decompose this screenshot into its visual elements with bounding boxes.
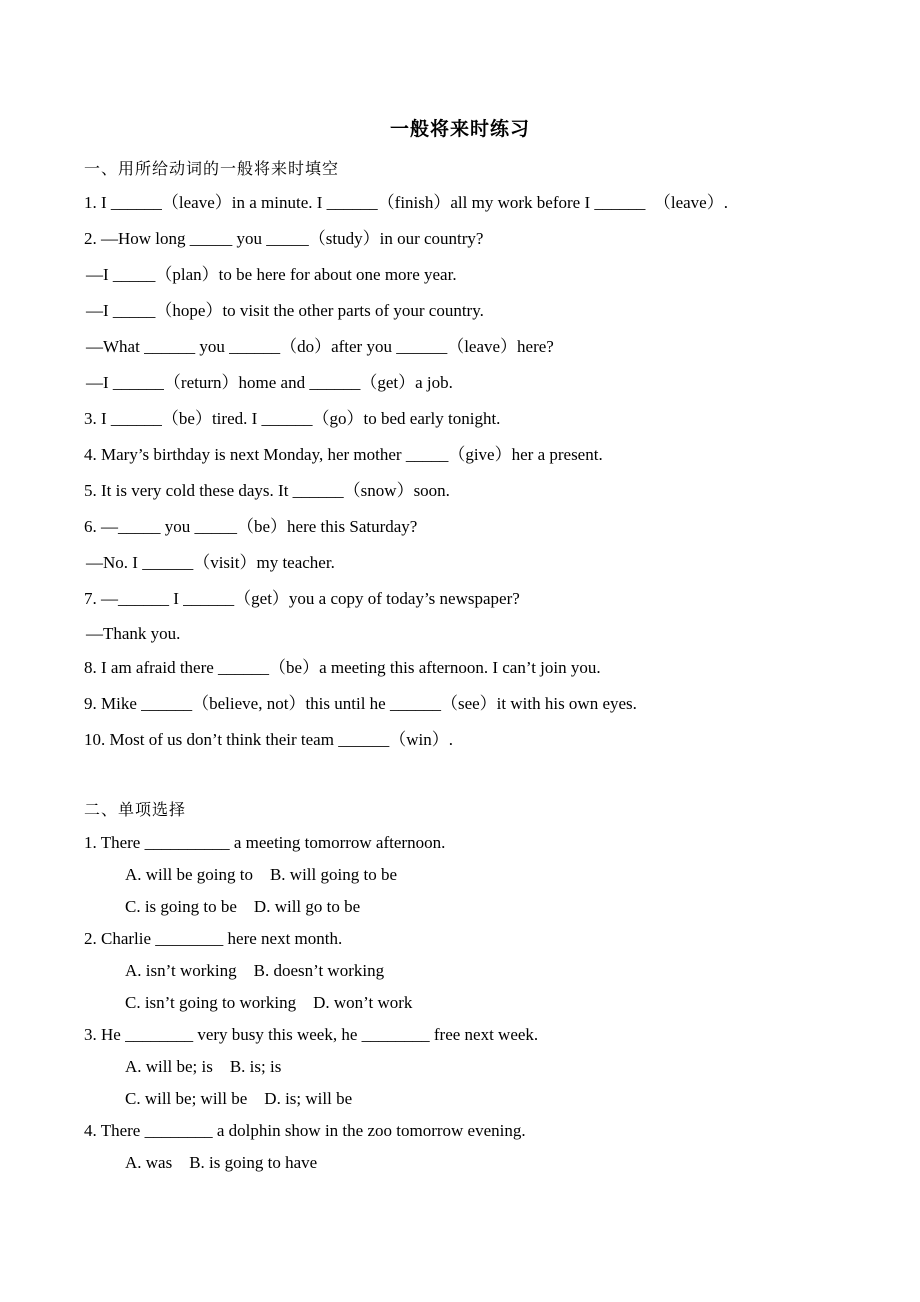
exercise-line: 8. I am afraid there ______（be）a meeting this afternoon. I can’t join you. — [84, 658, 601, 677]
exercise-line: 5. It is very cold these days. It ______（snow）soon. — [84, 481, 450, 500]
exercise-line: 10. Most of us don’t think their team ______（win）. — [84, 730, 453, 749]
exercise-line: 2. —How long _____ you _____（study）in our country? — [84, 229, 484, 248]
section2-heading: 二、单项选择 — [84, 800, 187, 819]
exercise-line: 4. Mary’s birthday is next Monday, her mother _____（give）her a present. — [84, 445, 603, 464]
option-line: C. will be; will be D. is; will be — [125, 1089, 353, 1108]
exercise-line: —Thank you. — [86, 624, 181, 643]
exercise-line: —What ______ you ______（do）after you ______（leave）here? — [86, 337, 554, 356]
exercise-line: —I _____（plan）to be here for about one more year. — [86, 265, 457, 284]
exercise-line: 3. I ______（be）tired. I ______（go）to bed early tonight. — [84, 409, 501, 428]
exercise-line: —I ______（return）home and ______（get）a job. — [86, 373, 453, 392]
option-line: A. isn’t working B. doesn’t working — [125, 961, 385, 980]
question-line: 4. There ________ a dolphin show in the zoo tomorrow evening. — [84, 1121, 526, 1140]
section1-heading: 一、用所给动词的一般将来时填空 — [84, 159, 340, 178]
question-line: 1. There __________ a meeting tomorrow afternoon. — [84, 833, 446, 852]
exercise-line: —No. I ______（visit）my teacher. — [86, 553, 335, 572]
exercise-line: 7. —______ I ______（get）you a copy of today’s newspaper? — [84, 589, 520, 608]
option-line: A. will be going to B. will going to be — [125, 865, 397, 884]
exercise-line: —I _____（hope）to visit the other parts of your country. — [86, 301, 484, 320]
exercise-line: 9. Mike ______（believe, not）this until he ______（see）it with his own eyes. — [84, 694, 637, 713]
option-line: C. isn’t going to working D. won’t work — [125, 993, 413, 1012]
exercise-line: 6. —_____ you _____（be）here this Saturday? — [84, 517, 418, 536]
option-line: C. is going to be D. will go to be — [125, 897, 361, 916]
exercise-line: 1. I ______（leave）in a minute. I ______（finish）all my work before I ______ （leave）. — [84, 193, 728, 212]
page-title: 一般将来时练习 — [389, 118, 530, 140]
question-line: 3. He ________ very busy this week, he ________ free next week. — [84, 1025, 539, 1044]
option-line: A. was B. is going to have — [125, 1153, 318, 1172]
option-line: A. will be; is B. is; is — [125, 1057, 282, 1076]
question-line: 2. Charlie ________ here next month. — [84, 929, 343, 948]
